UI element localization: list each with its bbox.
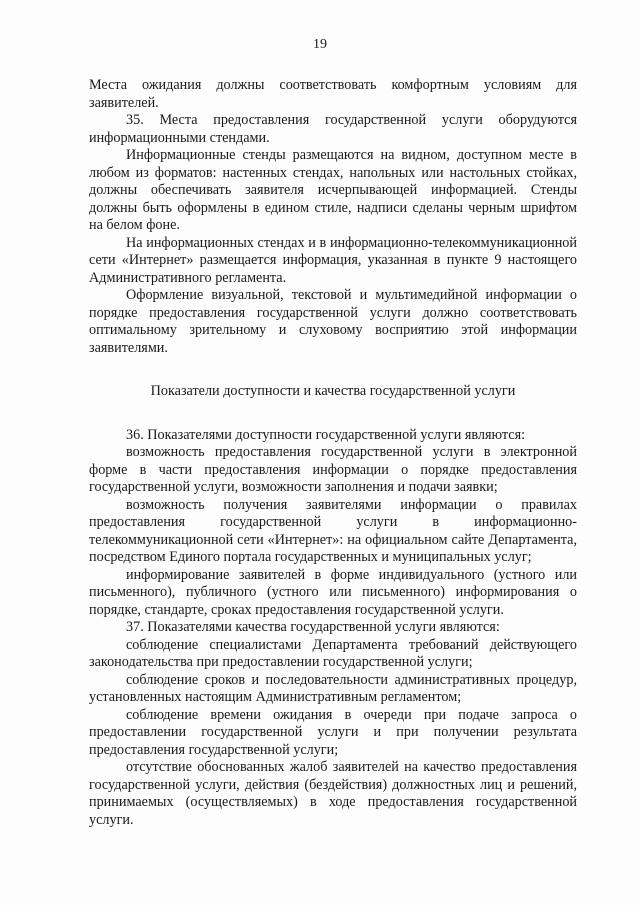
paragraph: 36. Показателями доступности государственной услуги являются: [126,426,526,443]
paragraph: возможность предоставления государственной услуги в электронной форме в части предоставления информации о порядке предоставления государственной услуги, возможности заполнения и подачи заявки; [89,444,577,495]
section-heading: Показатели доступности и качества государственной услуги [150,383,516,399]
paragraph: На информационных стендах и в информационно-телекоммуникационной сети «Интернет» размещается информация, указанная в пункте 9 настоящего Административного регламента. [89,234,577,286]
paragraph: 37. Показателями качества государственной услуги являются: [126,619,500,635]
paragraph: соблюдение сроков и последовательности административных процедур, установленных настоящим Административным регламентом; [89,671,577,705]
paragraph: соблюдение специалистами Департамента требований действующего законодательства при предоставлении государственной услуги; [89,636,577,670]
document-body [89,77,577,829]
paragraph: Оформление визуальной, текстовой и мультимедийной информации о порядке предоставления государственной услуги должно соответствовать оптимальному зрительному и слуховому восприятию этой информации заявителями. [89,287,577,356]
paragraph: информирование заявителей в форме индивидуального (устного или письменного), публичного (устного или письменного) информирования о порядке, стандарте, сроках предоставления государственной услуги. [89,566,577,618]
paragraph: отсутствие обоснованных жалоб заявителей на качество предоставления государственной услуги, действия (бездействия) должностных лиц и решений, принимаемых (осуществляемых) в ходе предоставления государственной услуги. [89,759,577,828]
paragraph: Места ожидания должны соответствовать комфортным условиям для заявителей. [89,77,577,111]
page-number: 19 [313,37,327,52]
paragraph: 35. Места предоставления государственной услуги оборудуются информационными стендами. [89,112,577,146]
paragraph: Информационные стенды размещаются на видном, доступном месте в любом из форматов: настенных стендах, напольных или настольных стойках, должны обеспечивать заявителя исчерпывающей информацией. Стенды должны быть оформлены в едином стиле, надписи сделаны черным шрифтом на белом фоне. [89,147,577,233]
paragraph: возможность получения заявителями информации о правилах предоставления государственной услуги в информационно-телекоммуникационной сети «Интернет»: на официальном сайте Департамента, посредством Единого портала государственных и муниципальных услуг; [89,496,577,565]
paragraph: соблюдение времени ожидания в очереди при подаче запроса о предоставлении государственной услуги и при получении результата предоставления государственной услуги; [89,706,577,758]
